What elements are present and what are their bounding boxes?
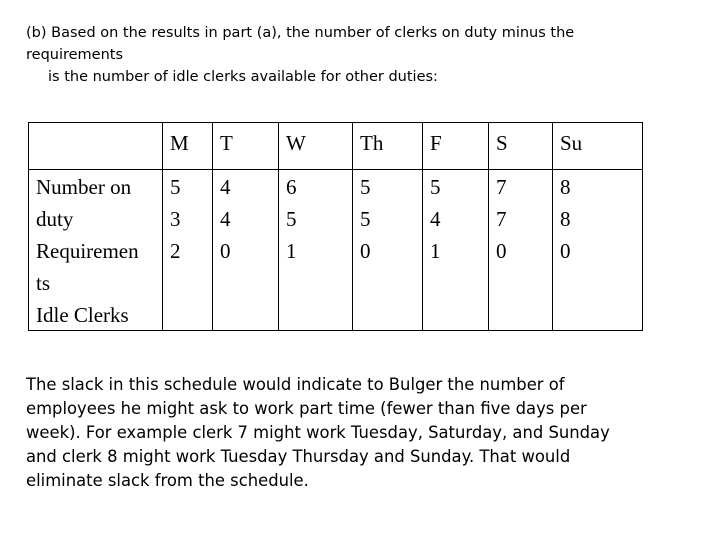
intro-text: [26, 22, 706, 88]
day-values: 8 8 0: [553, 170, 643, 331]
paragraph-line: The slack in this schedule would indicate to Bulger the number of: [26, 375, 565, 394]
paragraph-line: employees he might ask to work part time (fewer than five days per: [26, 399, 587, 418]
intro-line-3: is the number of idle clerks available for other duties:: [48, 69, 438, 85]
day-header: F: [423, 123, 489, 170]
clerk-schedule-table: [28, 122, 643, 331]
day-values: 5 5 0: [353, 170, 423, 331]
paragraph-line: and clerk 8 might work Tuesday Thursday and Sunday. That would: [26, 447, 571, 466]
intro-sentence: Based on the results in part (a), the number of clerks on duty minus the: [51, 25, 575, 41]
row-labels: Number on duty Requiremen ts Idle Clerks: [29, 170, 163, 331]
intro-line-1: [26, 22, 706, 44]
day-values: 7 7 0: [489, 170, 553, 331]
day-header: M: [163, 123, 213, 170]
intro-line-2: requirements: [26, 47, 124, 63]
day-values: 5 4 1: [423, 170, 489, 331]
table-body-row: [29, 170, 643, 331]
day-header: Th: [353, 123, 423, 170]
day-header: Su: [553, 123, 643, 170]
paragraph-line: eliminate slack from the schedule.: [26, 471, 309, 490]
day-values: 5 3 2: [163, 170, 213, 331]
slack-explanation-paragraph: [26, 373, 626, 493]
day-header: W: [279, 123, 353, 170]
part-label: (b): [26, 25, 47, 41]
paragraph-line: week). For example clerk 7 might work Tuesday, Saturday, and Sunday: [26, 423, 610, 442]
day-header: S: [489, 123, 553, 170]
row-label-header: [29, 123, 163, 170]
day-header: T: [213, 123, 279, 170]
day-values: 6 5 1: [279, 170, 353, 331]
table-header-row: [29, 123, 643, 170]
day-values: 4 4 0: [213, 170, 279, 331]
